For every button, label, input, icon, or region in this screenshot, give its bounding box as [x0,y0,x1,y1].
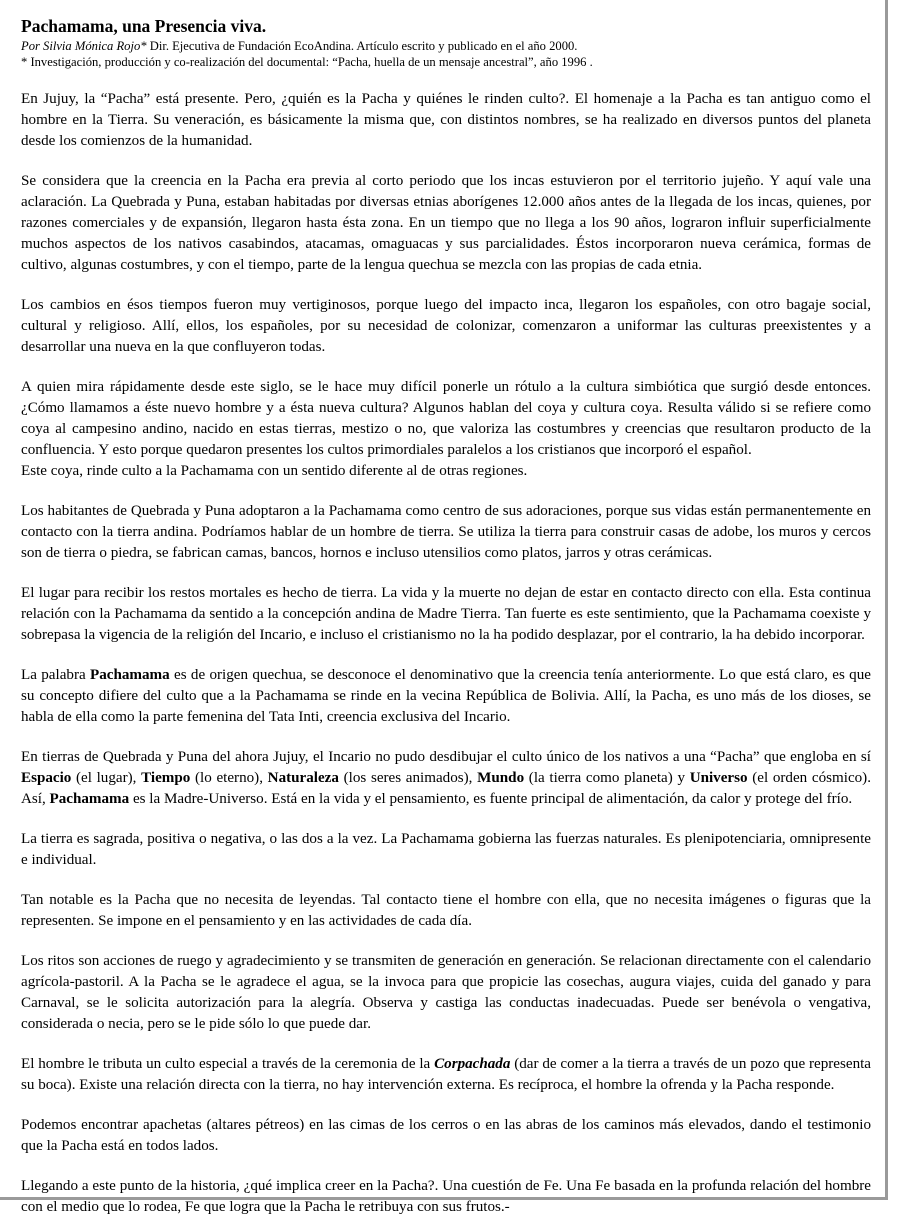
paragraph: En Jujuy, la “Pacha” está presente. Pero, ¿quién es la Pacha y quiénes le rinden culto?. El homenaje a la Pacha es tan antiguo como el hombre en la Tierra. Su veneración, es básicamente la misma que, con distintos nombres, se ha realizado en diversos puntos del planeta desde los comienzos de la humanidad. [21,91,871,149]
emphasis-term: Pachamama [90,667,170,683]
text-run: La palabra [21,667,90,683]
text-run: (el orden cósmico). Así, [21,770,871,807]
paragraph: Se considera que la creencia en la Pacha era previa al corto periodo que los incas estuvieron por el territorio jujeño. Y aquí vale una aclaración. La Quebrada y Puna, estaban habitadas por diversas etnias aborígenes 12.000 años antes de la llegada de los incas, quienes, por razones comerciales y de expansión, llegaron hasta ésta zona. En un tiempo que no llega a los 90 años, lograron influir superficialmente muchos aspectos de los nativos casabindos, atacamas, omaguacas y sus parcialidades. Éstos incorporaron nueva cerámica, formas de cultivo, algunas costumbres, y con el tiempo, parte de la lengua quechua se mezcla con las propias de cada etnia. [21,173,871,273]
text-run: es la Madre-Universo. Está en la vida y el pensamiento, es fuente principal de alimentación, da calor y protege del frío. [129,791,853,807]
text-run: (dar de comer a la tierra a través de un pozo que representa su boca). Existe una relación directa con la tierra, no hay intervención externa. Es recíproca, el hombre la ofrenda y la Pacha responde. [21,1056,872,1093]
paragraph: Llegando a este punto de la historia, ¿qué implica creer en la Pacha?. Una cuestión de Fe. Una Fe basada en la profunda relación del hombre con el medio que lo rodea, Fe que logra que la Pacha le retribuya con sus frutos.- [21,1178,871,1215]
text-run: En tierras de Quebrada y Puna del ahora Jujuy, el Incario no pudo desdibujar el culto único de los nativos a una “Pacha” que engloba en sí [21,749,871,765]
article-body [21,89,871,1218]
text-run: es de origen quechua, se desconoce el denominativo que la creencia tenía anteriormente. Lo que está claro, es que su concepto difiere del culto que a la Pachamama se rinde en la vecina República de Bolivia. Allí, la Pacha, es uno más de los dioses, se habla de ella como la parte femenina del Tata Inti, creencia exclusiva del Incario. [21,667,871,725]
document-title: Pachamama, una Presencia viva. [21,16,267,36]
author-name: Por Silvia Mónica Rojo* [21,39,147,53]
emphasis-term: Universo [689,770,748,786]
text-run: (los seres animados), [338,770,478,786]
emphasis-term: Mundo [477,770,525,786]
text-run: (el lugar), [71,770,142,786]
text-run: (la tierra como planeta) y [524,770,690,786]
byline [21,38,871,54]
paragraph: La tierra es sagrada, positiva o negativa, o las dos a la vez. La Pachamama gobierna las fuerzas naturales. Es plenipotenciaria, omnipresente e individual. [21,831,871,868]
emphasis-term: Corpachada [434,1056,511,1072]
paragraph [21,665,871,728]
emphasis-term: Espacio [21,770,72,786]
paragraph [21,747,871,810]
paragraph: Los habitantes de Quebrada y Puna adoptaron a la Pachamama como centro de sus adoraciones, porque sus vidas están permanentemente en contacto con la tierra andina. Podríamos hablar de un hombre de tierra. Se utiliza la tierra para construir casas de adobe, los muros y cercos son de tierra o piedra, se fabrican camas, bancos, hornos e incluso utensilios como platos, jarros y otras cerámicas. [21,503,871,561]
text-run: (lo eterno), [190,770,268,786]
paragraph: El lugar para recibir los restos mortales es hecho de tierra. La vida y la muerte no dejan de estar en contacto directo con ella. Esta continua relación con la Pachamama da sentido a la concepción andina de Madre Tierra. Tan fuerte es este sentimiento, que la Pachamama coexiste y sobrepasa la vigencia de la religión del Incario, e incluso el cristianismo no la ha podido desplazar, por el contrario, la ha debido incorporar. [21,585,871,643]
credit-note: * Investigación, producción y co-realización del documental: “Pacha, huella de un mensaje ancestral”, año 1996 . [21,55,593,69]
emphasis-term: Naturaleza [267,770,339,786]
paragraph: Tan notable es la Pacha que no necesita de leyendas. Tal contacto tiene el hombre con ella, que no necesita imágenes o figuras que la representen. Se impone en el pensamiento y en las actividades de cada día. [21,892,871,929]
paragraph: Podemos encontrar apachetas (altares pétreos) en las cimas de los cerros o en las abras de los caminos más elevados, dando el testimonio que la Pacha está en todos lados. [21,1117,871,1154]
emphasis-term: Pachamama [49,791,130,807]
emphasis-term: Tiempo [141,770,191,786]
paragraph: Los cambios en ésos tiempos fueron muy vertiginosos, porque luego del impacto inca, llegaron los españoles, con otro bagaje social, cultural y religioso. Allí, ellos, los españoles, por su necesidad de colonizar, comenzaron a uniformar las culturas preexistentes y a desarrollar una nueva en la que confluyeron todas. [21,297,871,355]
paragraph: A quien mira rápidamente desde este siglo, se le hace muy difícil ponerle un rótulo a la cultura simbiótica que surgió desde entonces. ¿Cómo llamamos a éste nuevo hombre y a ésta nueva cultura? Algunos hablan del coya y cultura coya. Resulta válido si se refiere como coya al campesino andino, nacido en estas tierras, mestizo o no, que valoriza las costumbres y creencias que resultaron producto de la confluencia. Y esto porque quedaron presentes los cultos primordiales paralelos a los cristianos que incorporó el español. [21,379,871,458]
author-role: Dir. Ejecutiva de Fundación EcoAndina. Artículo escrito y publicado en el año 2000. [146,39,578,53]
paragraph: Los ritos son acciones de ruego y agradecimiento y se transmiten de generación en generación. Se relacionan directamente con el calendario agrícola-pastoril. A la Pacha se le agradece el agua, se la invoca para que propicie las cosechas, augura viajes, cuida del ganado y para Carnaval, se le solicita autorización para la alegría. Observa y castiga las conductas inadecuadas. Puede ser benévola o vengativa, considerada o necia, pero se le pide sólo lo que puede dar. [21,953,871,1032]
paragraph: Este coya, rinde culto a la Pachamama con un sentido diferente al de otras regiones. [21,463,528,479]
text-run: El hombre le tributa un culto especial a través de la ceremonia de la [21,1056,435,1072]
paragraph [21,1054,871,1096]
